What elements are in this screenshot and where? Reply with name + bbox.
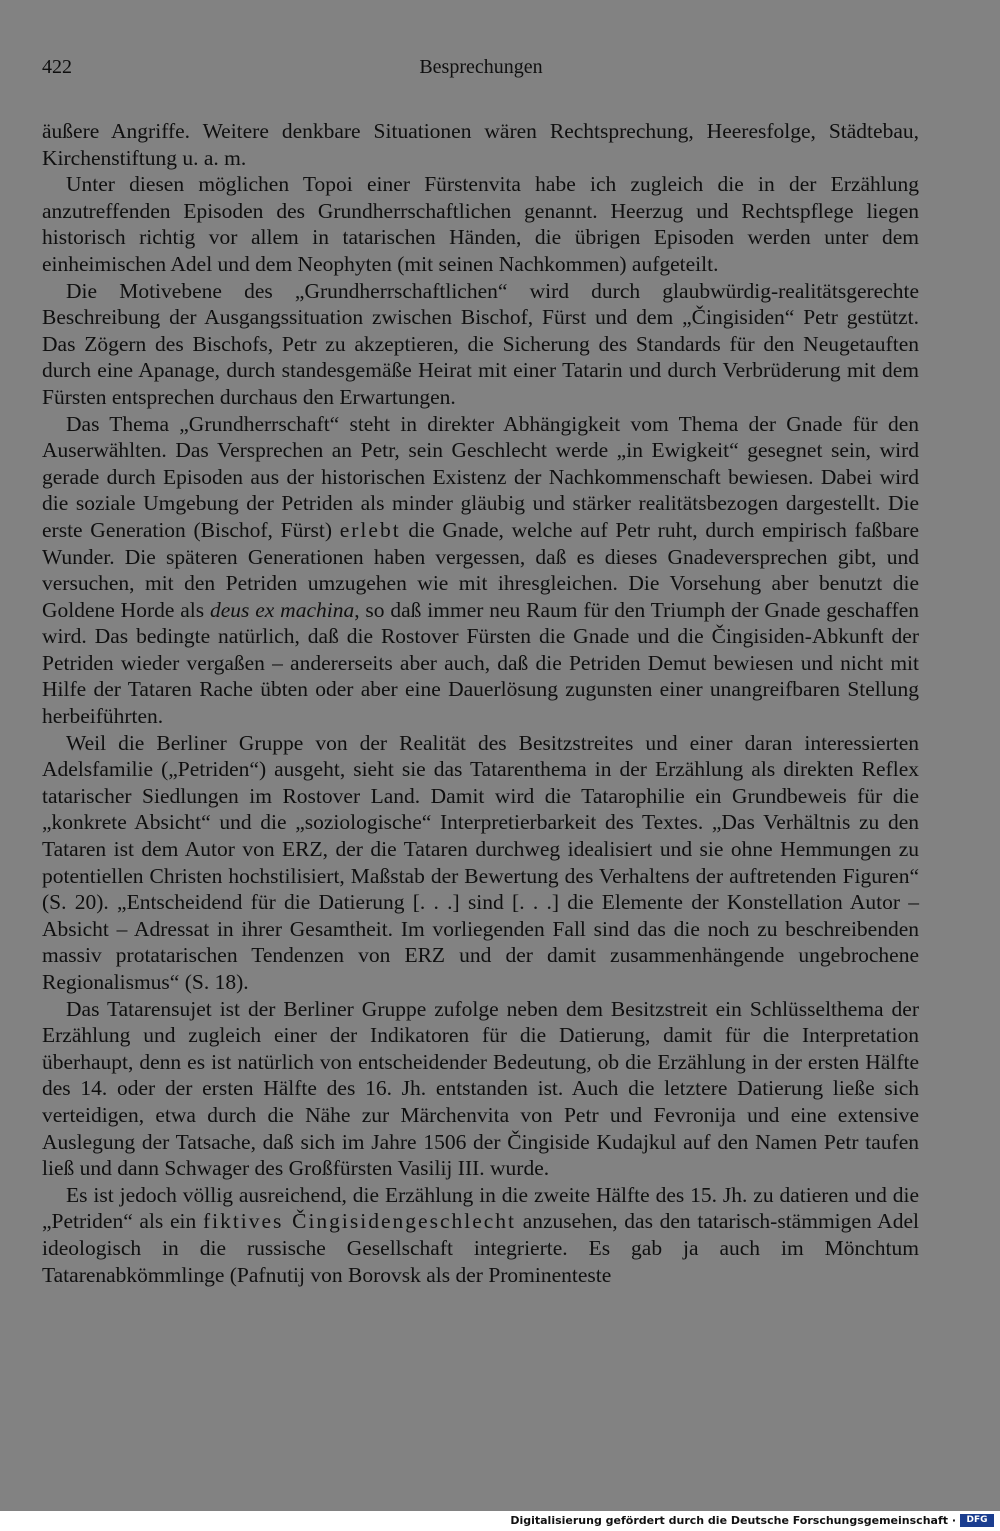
text-run: , so daß immer neu Raum für den Triumph der Gnade geschaffen wird. Das bedingte natürlich, daß die Rostover Fürsten die Gnade und die Čingisiden-Abkunft der Petriden wieder vergaßen – andererseits aber auch, daß die Petriden Demut bewiesen und nicht mit Hilfe der Tataren Rache übten oder aber eine Dauerlösung zugunsten einer unangreifbaren Stellung herbeiführten. — [42, 597, 920, 729]
text-run: Es ist jedoch völlig ausreichend, die Erzählung in die zweite Hälfte des 15. Jh. zu datieren und die „Petriden“ als ein — [42, 1182, 919, 1234]
body-text — [42, 118, 919, 1288]
italic-text: deus ex machina — [209, 597, 355, 622]
text-run: anzusehen, das den tatarisch-stämmigen Adel ideologisch in die russische Gesellschaft integrierte. Es gab ja auch im Mönchtum Tatarenabkömmlinge (Pafnutij von Borovsk als der Prominenteste — [42, 1209, 919, 1287]
paragraph: äußere Angriffe. Weitere denkbare Situationen wären Rechtsprechung, Heeresfolge, Städtebau, Kirchenstiftung u. a. m. — [42, 119, 919, 170]
paragraph — [42, 1182, 919, 1288]
emphasis-text: fiktives Čingisidengeschlecht — [202, 1209, 517, 1234]
page-number: 422 — [42, 56, 72, 78]
text-run: Das Thema „Grundherrschaft“ steht in direkter Abhängigkeit vom Thema der Gnade für den Auserwählten. Das Versprechen an Petr, sein Geschlecht werde „in Ewigkeit“ gesegnet sein, wird gerade durch Episoden aus der historischen Existenz der Nachkommenschaft bewiesen. Dabei wird die soziale Umgebung der Petriden als minder gläubig und stärker realitätsbezogen dargestellt. Die erste Generation (Bischof, Fürst) — [42, 411, 919, 542]
dfg-logo-icon: DFG — [960, 1514, 994, 1527]
page-header — [42, 56, 920, 86]
paragraph — [42, 411, 919, 730]
paragraph: Weil die Berliner Gruppe von der Realität des Besitzstreites und einer daran interessierten Adelsfamilie („Petriden“) ausgeht, sieht sie das Tatarenthema in der Erzählung als direkten Reflex tatarischer Siedlungen im Rostover Land. Damit wird die Tatarophilie ein Grundbeweis für die „konkrete Absicht“ und die „soziologische“ Interpretierbarkeit des Textes. „Das Verhältnis zu den Tataren ist dem Autor von ERZ, der die Tataren durchweg idealisiert und sie ohne Hemmungen zu potentiellen Christen hochstilisiert, Maßstab der Bewertung des Verhaltens der auftretenden Figuren“ (S. 20). „Entscheidend für die Datierung [. . .] sind [. . .] die Elemente der Konstellation Autor – Absicht – Adressat in ihrer Gesamtheit. Im vorliegenden Fall sind das die noch zu beschreibenden massiv protatarischen Tendenzen von ERZ und der damit zusammenhängende ungebrochene Regionalismus“ (S. 18). — [42, 730, 919, 994]
emphasis-text: erlebt — [339, 517, 401, 542]
funding-credit: Digitalisierung gefördert durch die Deutsche Forschungsgemeinschaft · — [510, 1514, 956, 1527]
paragraph: Die Motivebene des „Grundherrschaftlichen“ wird durch glaubwürdig-realitätsgerechte Beschreibung der Ausgangssituation zwischen Bischof, Fürst und dem „Čingisiden“ Petr gestützt. Das Zögern des Bischofs, Petr zu akzeptieren, die Sicherung des Standards für den Neugetauften durch eine Apanage, durch standesgemäße Heirat mit einer Tatarin und durch Verbrüderung mit dem Fürsten entsprechen durchaus den Erwartungen. — [42, 278, 919, 409]
paragraph: Das Tatarensujet ist der Berliner Gruppe zufolge neben dem Besitzstreit ein Schlüsselthema der Erzählung und zugleich einer der Indikatoren für die Datierung, damit für die Interpretation überhaupt, denn es ist natürlich von entscheidender Bedeutung, ob die Erzählung in der ersten Hälfte des 14. oder der ersten Hälfte des 16. Jh. entstanden ist. Auch die letztere Datierung ließe sich verteidigen, etwa durch die Nähe zur Märchenvita von Petr und Fevronija und eine extensive Auslegung der Tatsache, daß sich im Jahre 1506 der Čingiside Kudajkul auf den Namen Petr taufen ließ und dann Schwager des Großfürsten Vasilij III. wurde. — [42, 996, 919, 1181]
text-run: die Gnade, welche auf Petr ruht, durch empirisch faßbare Wunder. Die späteren Generationen haben vergessen, daß es dieses Gnadeversprechen gibt, und versuchen, mit den Petriden umzugehen wie mit ihresgleichen. Die Vorsehung aber benutzt die Goldene Horde als — [42, 517, 919, 622]
footer-bar — [0, 1511, 1000, 1531]
paragraph: Unter diesen möglichen Topoi einer Fürstenvita habe ich zugleich die in der Erzählung anzutreffenden Episoden des Grundherrschaftlichen genannt. Heerzug und Rechtspflege liegen historisch richtig vor allem in tatarischen Händen, die übrigen Episoden werden unter dem einheimischen Adel und dem Neophyten (mit seinen Nachkommen) aufgeteilt. — [42, 172, 919, 276]
running-head: Besprechungen — [419, 56, 543, 78]
